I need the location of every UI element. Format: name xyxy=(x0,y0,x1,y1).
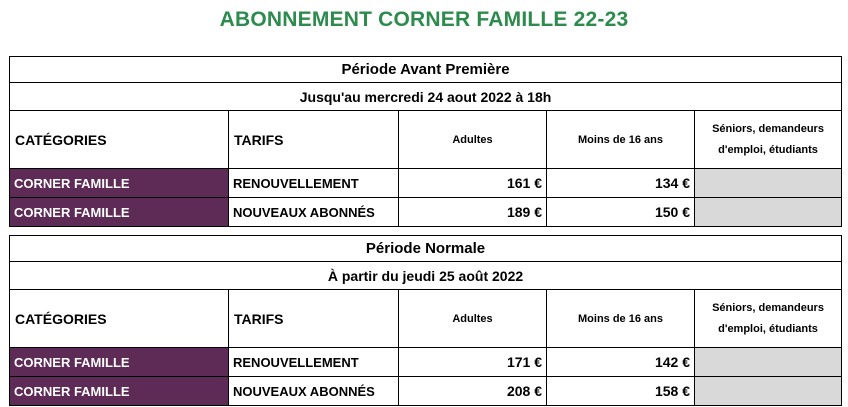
header-categories: CATÉGORIES xyxy=(10,111,229,169)
seniors-price xyxy=(695,169,842,198)
tarif-cell: RENOUVELLEMENT xyxy=(229,348,399,377)
price-table-avant-premiere xyxy=(9,56,842,227)
adults-price: 189 € xyxy=(399,198,547,227)
period-title: Période Normale xyxy=(10,236,842,262)
header-seniors-line2: d'emploi, étudiants xyxy=(718,322,818,335)
price-table-normale xyxy=(9,235,842,406)
header-adults: Adultes xyxy=(399,290,547,348)
header-seniors xyxy=(695,111,842,169)
header-seniors xyxy=(695,290,842,348)
table-row xyxy=(10,169,842,198)
adults-price: 161 € xyxy=(399,169,547,198)
period-date: À partir du jeudi 25 août 2022 xyxy=(10,262,842,290)
header-seniors-line1: Séniors, demandeurs xyxy=(712,301,824,314)
under16-price: 142 € xyxy=(547,348,695,377)
tarif-cell: NOUVEAUX ABONNÉS xyxy=(229,198,399,227)
header-adults: Adultes xyxy=(399,111,547,169)
seniors-price xyxy=(695,198,842,227)
period-title: Période Avant Première xyxy=(10,57,842,83)
header-seniors-line2: d'emploi, étudiants xyxy=(718,143,818,156)
category-cell: CORNER FAMILLE xyxy=(10,169,229,198)
category-cell: CORNER FAMILLE xyxy=(10,348,229,377)
table-row xyxy=(10,198,842,227)
tarif-cell: RENOUVELLEMENT xyxy=(229,169,399,198)
header-tarifs: TARIFS xyxy=(229,111,399,169)
under16-price: 134 € xyxy=(547,169,695,198)
seniors-price xyxy=(695,377,842,406)
header-under16: Moins de 16 ans xyxy=(547,111,695,169)
header-under16: Moins de 16 ans xyxy=(547,290,695,348)
seniors-price xyxy=(695,348,842,377)
category-cell: CORNER FAMILLE xyxy=(10,198,229,227)
header-seniors-line1: Séniors, demandeurs xyxy=(712,122,824,135)
page-title: ABONNEMENT CORNER FAMILLE 22-23 xyxy=(219,8,629,31)
under16-price: 150 € xyxy=(547,198,695,227)
header-categories: CATÉGORIES xyxy=(10,290,229,348)
table-row xyxy=(10,348,842,377)
period-date: Jusqu'au mercredi 24 aout 2022 à 18h xyxy=(10,83,842,111)
tarif-cell: NOUVEAUX ABONNÉS xyxy=(229,377,399,406)
under16-price: 158 € xyxy=(547,377,695,406)
adults-price: 208 € xyxy=(399,377,547,406)
category-cell: CORNER FAMILLE xyxy=(10,377,229,406)
header-tarifs: TARIFS xyxy=(229,290,399,348)
adults-price: 171 € xyxy=(399,348,547,377)
table-row xyxy=(10,377,842,406)
